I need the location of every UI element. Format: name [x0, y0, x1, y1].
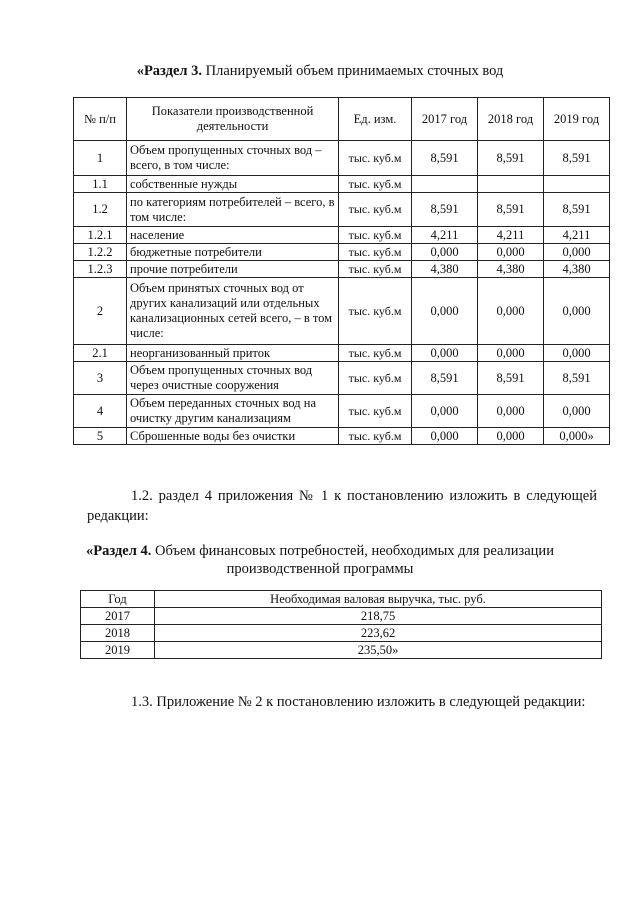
header-num: № п/п [74, 98, 127, 141]
header-revenue: Необходимая валовая выручка, тыс. руб. [155, 591, 602, 608]
row-num: 4 [74, 395, 127, 428]
row-num: 1.2.3 [74, 261, 127, 278]
row-value-2018: 8,591 [478, 141, 544, 176]
section3-title-bold: «Раздел 3. [136, 63, 203, 79]
row-unit: тыс. куб.м [339, 141, 412, 176]
row-num: 1.2.2 [74, 244, 127, 261]
row-unit: тыс. куб.м [339, 345, 412, 362]
row-name: по категориям потребителей – всего, в том числе: [127, 193, 339, 227]
row-name: Объем принятых сточных вод от других канализаций или отдельных канализационных сетей всего, – в том числе: [127, 278, 339, 345]
row-value-2019: 0,000» [544, 428, 610, 445]
section4-title [0, 542, 640, 560]
row-unit: тыс. куб.м [339, 227, 412, 244]
row-value-2018: 0,000 [478, 345, 544, 362]
section4-title-bold: «Раздел 4. [86, 543, 152, 559]
table-row [74, 244, 610, 261]
row-name: Объем переданных сточных вод на очистку другим канализациям [127, 395, 339, 428]
row-num: 2 [74, 278, 127, 345]
table-header-row [81, 591, 602, 608]
row-num: 1.2 [74, 193, 127, 227]
table-header-row [74, 98, 610, 141]
table-row [74, 362, 610, 395]
section3-title [0, 62, 640, 80]
row-value-2017: 0,000 [412, 395, 478, 428]
row-value-2018 [478, 176, 544, 193]
row-value-2019: 8,591 [544, 141, 610, 176]
row-unit: тыс. куб.м [339, 261, 412, 278]
row-value-2018: 0,000 [478, 244, 544, 261]
row-unit: тыс. куб.м [339, 244, 412, 261]
table-row [74, 261, 610, 278]
table-row [74, 193, 610, 227]
paragraph-1-2 [87, 486, 597, 526]
header-2018: 2018 год [478, 98, 544, 141]
section3-table [73, 97, 610, 445]
row-value-2017: 0,000 [412, 345, 478, 362]
section4-title-rest: Объем финансовых потребностей, необходимых для реализации [151, 543, 554, 559]
header-unit: Ед. изм. [339, 98, 412, 141]
paragraph-1-2-text: 1.2. раздел 4 приложения № 1 к постановлению изложить в следующей редакции: [87, 488, 597, 524]
row-value-2019: 4,211 [544, 227, 610, 244]
row-num: 2.1 [74, 345, 127, 362]
table-row [74, 428, 610, 445]
row-num: 1.1 [74, 176, 127, 193]
row-value-2018: 0,000 [478, 395, 544, 428]
row-name: бюджетные потребители [127, 244, 339, 261]
row-value-2019: 0,000 [544, 345, 610, 362]
row-name: неорганизованный приток [127, 345, 339, 362]
section4-title-line2: производственной программы [226, 561, 414, 577]
row-value-2017: 0,000 [412, 244, 478, 261]
table-row [74, 227, 610, 244]
table-row [74, 345, 610, 362]
row-name: прочие потребители [127, 261, 339, 278]
section4-table [80, 590, 602, 659]
row-value-2017: 8,591 [412, 141, 478, 176]
table-row [74, 176, 610, 193]
row-value-2017: 0,000 [412, 278, 478, 345]
row-value-2019: 0,000 [544, 278, 610, 345]
row-value-2018: 8,591 [478, 193, 544, 227]
header-2017: 2017 год [412, 98, 478, 141]
row-value-2017: 4,211 [412, 227, 478, 244]
row-name: Объем пропущенных сточных вод через очистные сооружения [127, 362, 339, 395]
row-value-2019: 0,000 [544, 244, 610, 261]
row-value-2019: 4,380 [544, 261, 610, 278]
row-unit: тыс. куб.м [339, 362, 412, 395]
row-unit: тыс. куб.м [339, 278, 412, 345]
table-row [81, 642, 602, 659]
row-revenue: 235,50» [155, 642, 602, 659]
row-revenue: 218,75 [155, 608, 602, 625]
row-revenue: 223,62 [155, 625, 602, 642]
row-value-2018: 0,000 [478, 278, 544, 345]
row-name: население [127, 227, 339, 244]
row-unit: тыс. куб.м [339, 428, 412, 445]
table-row [81, 608, 602, 625]
header-2019: 2019 год [544, 98, 610, 141]
paragraph-1-3 [87, 692, 597, 712]
header-indicator: Показатели производственной деятельности [127, 98, 339, 141]
row-unit: тыс. куб.м [339, 176, 412, 193]
row-value-2019: 0,000 [544, 395, 610, 428]
row-value-2017: 4,380 [412, 261, 478, 278]
row-name: Объем пропущенных сточных вод – всего, в том числе: [127, 141, 339, 176]
table-row [74, 141, 610, 176]
row-value-2018: 8,591 [478, 362, 544, 395]
row-unit: тыс. куб.м [339, 193, 412, 227]
row-value-2018: 4,211 [478, 227, 544, 244]
row-year: 2018 [81, 625, 155, 642]
table-row [74, 395, 610, 428]
row-name: собственные нужды [127, 176, 339, 193]
row-value-2019: 8,591 [544, 362, 610, 395]
row-value-2018: 4,380 [478, 261, 544, 278]
row-value-2017: 0,000 [412, 428, 478, 445]
table-row [81, 625, 602, 642]
paragraph-1-3-text: 1.3. Приложение № 2 к постановлению изложить в следующей редакции: [131, 694, 586, 710]
row-num: 1.2.1 [74, 227, 127, 244]
table-row [74, 278, 610, 345]
header-year: Год [81, 591, 155, 608]
row-num: 5 [74, 428, 127, 445]
row-value-2017: 8,591 [412, 362, 478, 395]
row-value-2018: 0,000 [478, 428, 544, 445]
row-unit: тыс. куб.м [339, 395, 412, 428]
section3-title-rest: Планируемый объем принимаемых сточных вод [202, 63, 504, 79]
row-num: 1 [74, 141, 127, 176]
row-year: 2019 [81, 642, 155, 659]
row-value-2017 [412, 176, 478, 193]
row-value-2017: 8,591 [412, 193, 478, 227]
row-num: 3 [74, 362, 127, 395]
row-name: Сброшенные воды без очистки [127, 428, 339, 445]
row-value-2019: 8,591 [544, 193, 610, 227]
row-value-2019 [544, 176, 610, 193]
row-year: 2017 [81, 608, 155, 625]
